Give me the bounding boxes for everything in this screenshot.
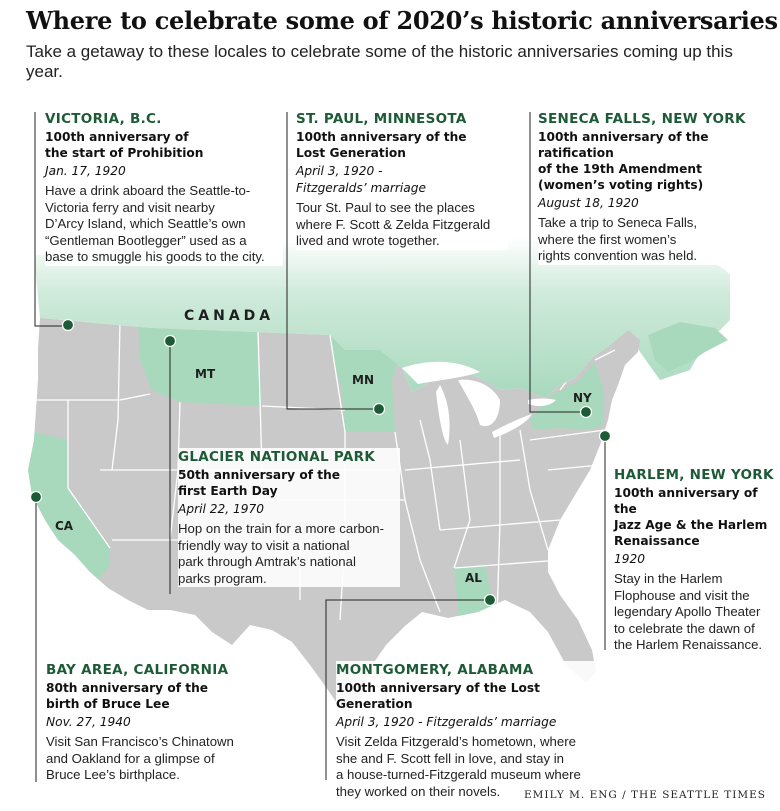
- description-line: base to smuggle his goods to the city.: [45, 249, 265, 265]
- anniversary: [614, 485, 774, 549]
- state-label-ca: CA: [55, 519, 74, 533]
- state-label-mt: MT: [195, 367, 216, 381]
- date-line: Jan. 17, 1920: [45, 164, 126, 178]
- date-line: 1920: [614, 552, 646, 566]
- photo-credit: EMILY M. ENG / THE SEATTLE TIMES: [524, 789, 766, 801]
- callout-montgomery: [336, 661, 598, 800]
- description-line: “Gentleman Bootlegger” used as a: [45, 232, 247, 248]
- description: [614, 571, 774, 654]
- description-line: the Harlem Renaissance.: [614, 637, 763, 653]
- anniversary-line: 50th anniversary of the: [178, 468, 341, 482]
- description: [178, 521, 400, 587]
- description-line: Bruce Lee’s birthplace.: [46, 767, 180, 783]
- callout-seneca-falls: [538, 110, 768, 265]
- description: [296, 200, 508, 250]
- country-label-canada: CANADA: [184, 308, 275, 324]
- marker-glacier: [165, 336, 176, 347]
- description-line: a house-turned-Fitzgerald museum where: [336, 767, 581, 783]
- state-label-mn: MN: [352, 373, 374, 387]
- date: [45, 163, 283, 180]
- place-name: MONTGOMERY, ALABAMA: [336, 662, 534, 678]
- state-label-ny: NY: [573, 391, 592, 405]
- anniversary: [296, 129, 508, 161]
- anniversary-line: first Earth Day: [178, 484, 278, 498]
- anniversary: [178, 467, 400, 499]
- description-line: and Oakland for a glimpse of: [46, 750, 215, 766]
- description-line: Take a trip to Seneca Falls,: [538, 215, 698, 230]
- description-line: Stay in the Harlem: [614, 571, 723, 586]
- callout-st-paul: [296, 110, 508, 250]
- date: [614, 551, 774, 568]
- description-line: Have a drink aboard the Seattle-to-: [45, 183, 251, 198]
- place-name: VICTORIA, B.C.: [45, 111, 162, 127]
- anniversary-line: 100th anniversary of: [45, 130, 189, 144]
- anniversary-line: of the 19th Amendment: [538, 162, 702, 176]
- date-line: April 22, 1970: [178, 502, 265, 516]
- date: [336, 714, 598, 731]
- page-subtitle: Take a getaway to these locales to celebrate some of the historic anniversaries coming up this year.: [26, 42, 733, 81]
- anniversary: [45, 129, 283, 161]
- anniversary-line: 100th anniversary of the: [614, 486, 758, 516]
- description-line: Tour St. Paul to see the places: [296, 200, 475, 215]
- anniversary-line: 100th anniversary of the: [296, 130, 467, 144]
- description-line: she and F. Scott fell in love, and stay in: [336, 750, 564, 766]
- anniversary: [336, 680, 598, 712]
- description-line: Visit Zelda Fitzgerald’s hometown, where: [336, 734, 576, 749]
- callout-harlem: [614, 466, 774, 654]
- marker-bay-area: [31, 492, 42, 503]
- anniversary-line: 80th anniversary of the: [46, 681, 209, 695]
- date-line: April 3, 1920 - Fitzgeralds’ marriage: [336, 715, 557, 729]
- description-line: Visit San Francisco’s Chinatown: [46, 734, 234, 749]
- callout-bay-area: [46, 661, 276, 784]
- date-line: August 18, 1920: [538, 196, 639, 210]
- date: [538, 195, 768, 212]
- marker-harlem: [600, 431, 611, 442]
- anniversary-line: birth of Bruce Lee: [46, 697, 170, 711]
- place-name: GLACIER NATIONAL PARK: [178, 449, 376, 465]
- place-name: ST. PAUL, MINNESOTA: [296, 111, 467, 127]
- anniversary-line: (women’s voting rights): [538, 178, 704, 192]
- description-line: to celebrate the dawn of: [614, 620, 755, 636]
- marker-st-paul: [374, 404, 385, 415]
- anniversary: [46, 680, 276, 712]
- description-line: Victoria ferry and visit nearby: [45, 199, 215, 215]
- marker-victoria: [63, 320, 74, 331]
- description-line: friendly way to visit a national: [178, 537, 350, 553]
- description-line: they worked on their novels.: [336, 783, 501, 799]
- description-line: lived and wrote together.: [296, 233, 440, 249]
- date-line: Fitzgeralds’ marriage: [296, 181, 426, 195]
- description: [538, 215, 768, 265]
- date-line: April 3, 1920 -: [296, 164, 383, 178]
- anniversary-line: 100th anniversary of the Lost Generation: [336, 681, 540, 711]
- description: [46, 734, 276, 784]
- anniversary-line: Renaissance: [614, 534, 700, 548]
- description-line: parks program.: [178, 570, 267, 586]
- page-title: Where to celebrate some of 2020’s historic anniversaries: [26, 6, 778, 35]
- description-line: Flophouse and visit the: [614, 587, 750, 603]
- anniversary: [538, 129, 768, 193]
- callout-glacier: [178, 448, 400, 587]
- place-name: HARLEM, NEW YORK: [614, 467, 774, 483]
- place-name: SENECA FALLS, NEW YORK: [538, 111, 746, 127]
- date: [296, 163, 508, 197]
- description-line: where F. Scott & Zelda Fitzgerald: [296, 216, 491, 232]
- date: [178, 501, 400, 518]
- anniversary-line: 100th anniversary of the ratification: [538, 130, 709, 160]
- description-line: park through Amtrak’s national: [178, 554, 356, 570]
- description-line: D’Arcy Island, which Seattle’s own: [45, 216, 246, 232]
- marker-montgomery: [485, 595, 496, 606]
- anniversary-line: the start of Prohibition: [45, 146, 204, 160]
- marker-seneca-falls: [581, 407, 592, 418]
- date-line: Nov. 27, 1940: [46, 715, 131, 729]
- date: [46, 714, 276, 731]
- description-line: Hop on the train for a more carbon-: [178, 521, 384, 536]
- description-line: where the first women’s: [538, 231, 677, 247]
- anniversary-line: Lost Generation: [296, 146, 406, 160]
- description: [45, 183, 283, 266]
- description-line: rights convention was held.: [538, 248, 698, 264]
- place-name: BAY AREA, CALIFORNIA: [46, 662, 229, 678]
- callout-victoria: [45, 110, 283, 266]
- anniversary-line: Jazz Age & the Harlem: [614, 518, 768, 532]
- description-line: legendary Apollo Theater: [614, 604, 761, 620]
- state-label-al: AL: [465, 571, 482, 585]
